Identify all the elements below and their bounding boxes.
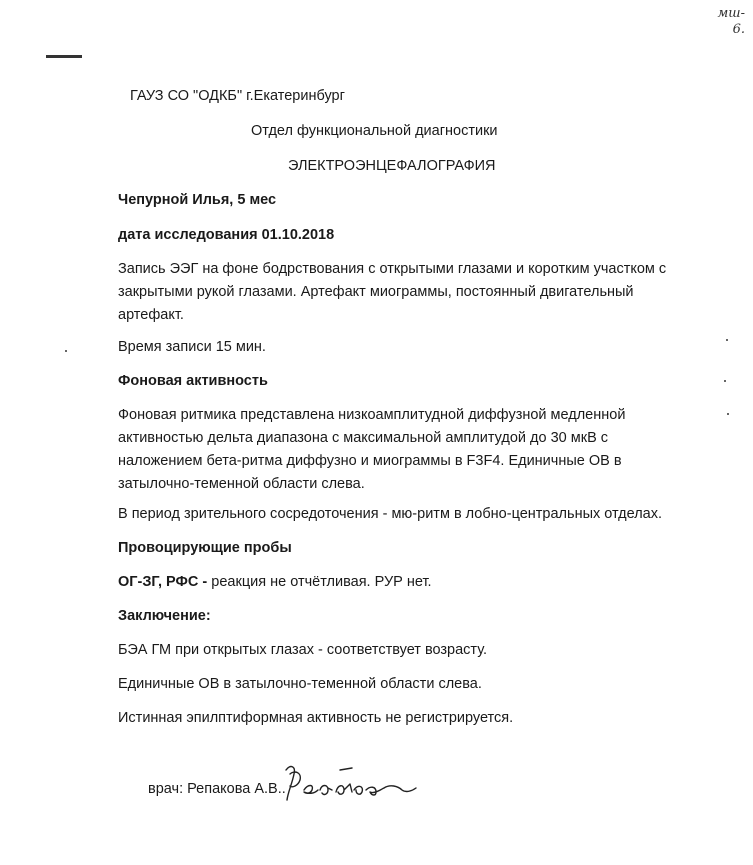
scan-dot: [724, 380, 726, 382]
scan-dot: [726, 339, 728, 341]
conclusion-item: БЭА ГМ при открытых глазах - соответствует возрасту.: [118, 642, 488, 658]
background-heading: Фоновая активность: [118, 373, 268, 389]
recording-time: Время записи 15 мин.: [118, 339, 266, 355]
doctor-name: врач: Репакова А.В..: [148, 781, 286, 797]
provocative-heading: Провоцирующие пробы: [118, 540, 292, 556]
department-name: Отдел функциональной диагностики: [251, 123, 498, 139]
exam-date: дата исследования 01.10.2018: [118, 227, 335, 243]
provocative-result-line: [118, 571, 432, 594]
corner-note-line: мш-: [717, 6, 745, 21]
recording-conditions: Запись ЭЭГ на фоне бодрствования с открытыми глазами и коротким участком с закрытыми рукой глазами. Артефакт миограммы, постоянный двигательный артефакт.: [118, 261, 667, 323]
corner-note-line: 6.: [732, 22, 745, 37]
scan-dot: [727, 413, 729, 415]
conclusion-item: Единичные ОВ в затылочно-теменной области слева.: [118, 676, 482, 692]
handwritten-signature: [280, 760, 420, 810]
patient-name: Чепурной Илья, 5 мес: [118, 192, 277, 208]
institution-name: ГАУЗ СО "ОДКБ" г.Екатеринбург: [130, 88, 345, 104]
visual-concentration-text: В период зрительного сосредоточения - мю-ритм в лобно-центральных отделах.: [118, 506, 663, 522]
corner-note: [718, 6, 746, 38]
document-title: ЭЛЕКТРОЭНЦЕФАЛОГРАФИЯ: [288, 158, 496, 174]
conclusion-item: Истинная эпилптиформная активность не регистрируется.: [118, 710, 514, 726]
scan-mark: [46, 55, 82, 58]
provocative-label: ОГ-ЗГ, РФС -: [118, 574, 212, 590]
provocative-result: реакция не отчётливая. РУР нет.: [211, 574, 432, 590]
conclusion-heading: Заключение:: [118, 608, 211, 624]
scan-dot: [65, 350, 67, 352]
background-text: Фоновая ритмика представлена низкоамплитудной диффузной медленной активностью дельта диапазона с максимальной амплитудой до 30 мкВ с наложением бета-ритма диффузно и миограммы в F3F4. Единичные ОВ в затылочно-теменной области слева.: [118, 407, 626, 492]
